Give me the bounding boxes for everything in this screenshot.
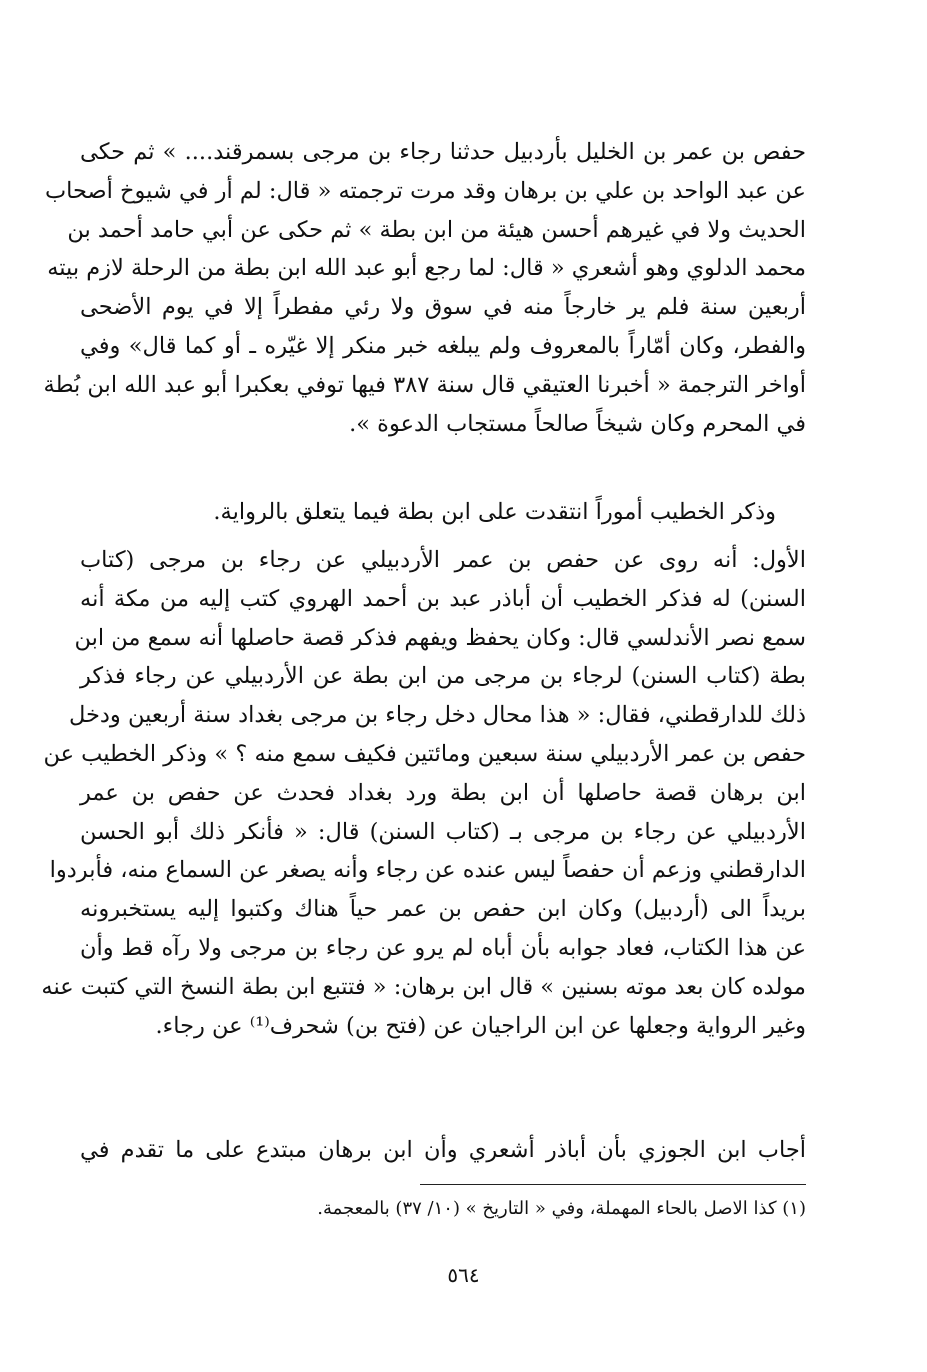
text-line: والفطر، وكان أمّاراً بالمعروف ولم يبلغه خبر منكر إلا غيّره ـ أو كما قال» وفي	[80, 332, 806, 359]
paragraph-2	[80, 493, 806, 532]
text-line: الأردبيلي عن رجاء بن مرجى بـ (كتاب السنن) قال: « فأنكر ذلك أبو الحسن	[80, 818, 806, 845]
text-line: مولده كان بعد موته بسنين » قال ابن برهان: « فتتبع ابن بطة النسخ التي كتبت عنه	[41, 973, 806, 1000]
text-line: حفص بن عمر الأردبيلي سنة سبعين ومائتين فكيف سمع منه ؟ » وذكر الخطيب عن	[43, 740, 806, 767]
footnote: (١) كذا الاصل بالحاء المهملة، وفي « التاريخ » (١٠/ ٣٧) بالمعجمة.	[317, 1198, 806, 1219]
text-line: سمع نصر الأندلسي قال: وكان يحفظ ويفهم فذكر قصة حاصلها أنه سمع من ابن	[74, 624, 806, 651]
text-line: الأول: أنه روى عن حفص بن عمر الأردبيلي عن رجاء بن مرجى (كتاب	[80, 547, 806, 573]
paragraph-3	[41, 541, 806, 1045]
footnote-divider	[420, 1184, 806, 1185]
text-line: بريداً الى (أردبيل) وكان ابن حفص بن عمر حياً هناك وكتبوا إليه يستخبرونه	[80, 896, 806, 923]
text-line: الحديث ولا في غيرهم أحسن هيئة من ابن بطة » ثم حكى عن أبي حامد أحمد بن	[67, 216, 806, 243]
text-line: عن عبد الواحد بن علي بن برهان وقد مرت ترجمته « قال: لم أر في شيوخ أصحاب	[44, 177, 806, 204]
text-line: وغير الرواية وجعلها عن ابن الراجيان عن (فتح بن) شحرف⁽¹⁾ عن رجاء.	[155, 1012, 806, 1039]
text-line: حفص بن عمر بن الخليل بأردبيل حدثنا رجاء بن مرجى بسمرقند.... » ثم حكى	[80, 139, 806, 165]
paragraph-4	[80, 1131, 806, 1170]
text-line: عن هذا الكتاب، فعاد جوابه بأن أباه لم يرو عن رجاء بن مرجى ولا رآه قط وأن	[80, 934, 806, 961]
text-line: الدارقطني وزعم أن حفصاً ليس عنده عن رجاء وأنه يصغر عن السماع منه، فأبردوا	[49, 857, 806, 884]
text-line: أجاب ابن الجوزي بأن أباذر أشعري وأن ابن برهان مبتدع على ما تقدم في	[80, 1137, 806, 1163]
paragraph-1	[43, 133, 806, 443]
text-line: بطة (كتاب السنن) لرجاء بن مرجى من ابن بطة عن الأردبيلي عن رجاء فذكر	[80, 663, 806, 690]
text-line: محمد الدلوي وهو أشعري « قال: لما رجع أبو عبد الله ابن بطة من الرحلة لازم بيته	[47, 255, 806, 282]
text-line: ابن برهان قصة حاصلها أن ابن بطة ورد بغداد فحدث عن حفص بن عمر	[80, 779, 806, 806]
text-line: وذكر الخطيب أموراً انتقدت على ابن بطة فيما يتعلق بالرواية.	[213, 499, 776, 525]
text-line: في المحرم وكان شيخاً صالحاً مستجاب الدعوة ».	[349, 410, 806, 437]
text-line: أواخر الترجمة « أخبرنا العتيقي قال سنة ٣٨٧ فيها توفي بعكبرا أبو عبد الله ابن بُطة	[43, 371, 806, 398]
text-line: السنن) له فذكر الخطيب أن أباذر عبد بن أحمد الهروي كتب إليه من مكة أنه	[80, 585, 806, 612]
text-line: ذلك للدارقطني، فقال: « هذا محال دخل رجاء بن مرجى بغداد سنة أربعين ودخل	[68, 702, 806, 729]
page-number: ٥٦٤	[447, 1263, 480, 1287]
text-line: أربعين سنة فلم ير خارجاً منه في سوق ولا رئي مفطراً إلا في يوم الأضحى	[80, 294, 806, 321]
